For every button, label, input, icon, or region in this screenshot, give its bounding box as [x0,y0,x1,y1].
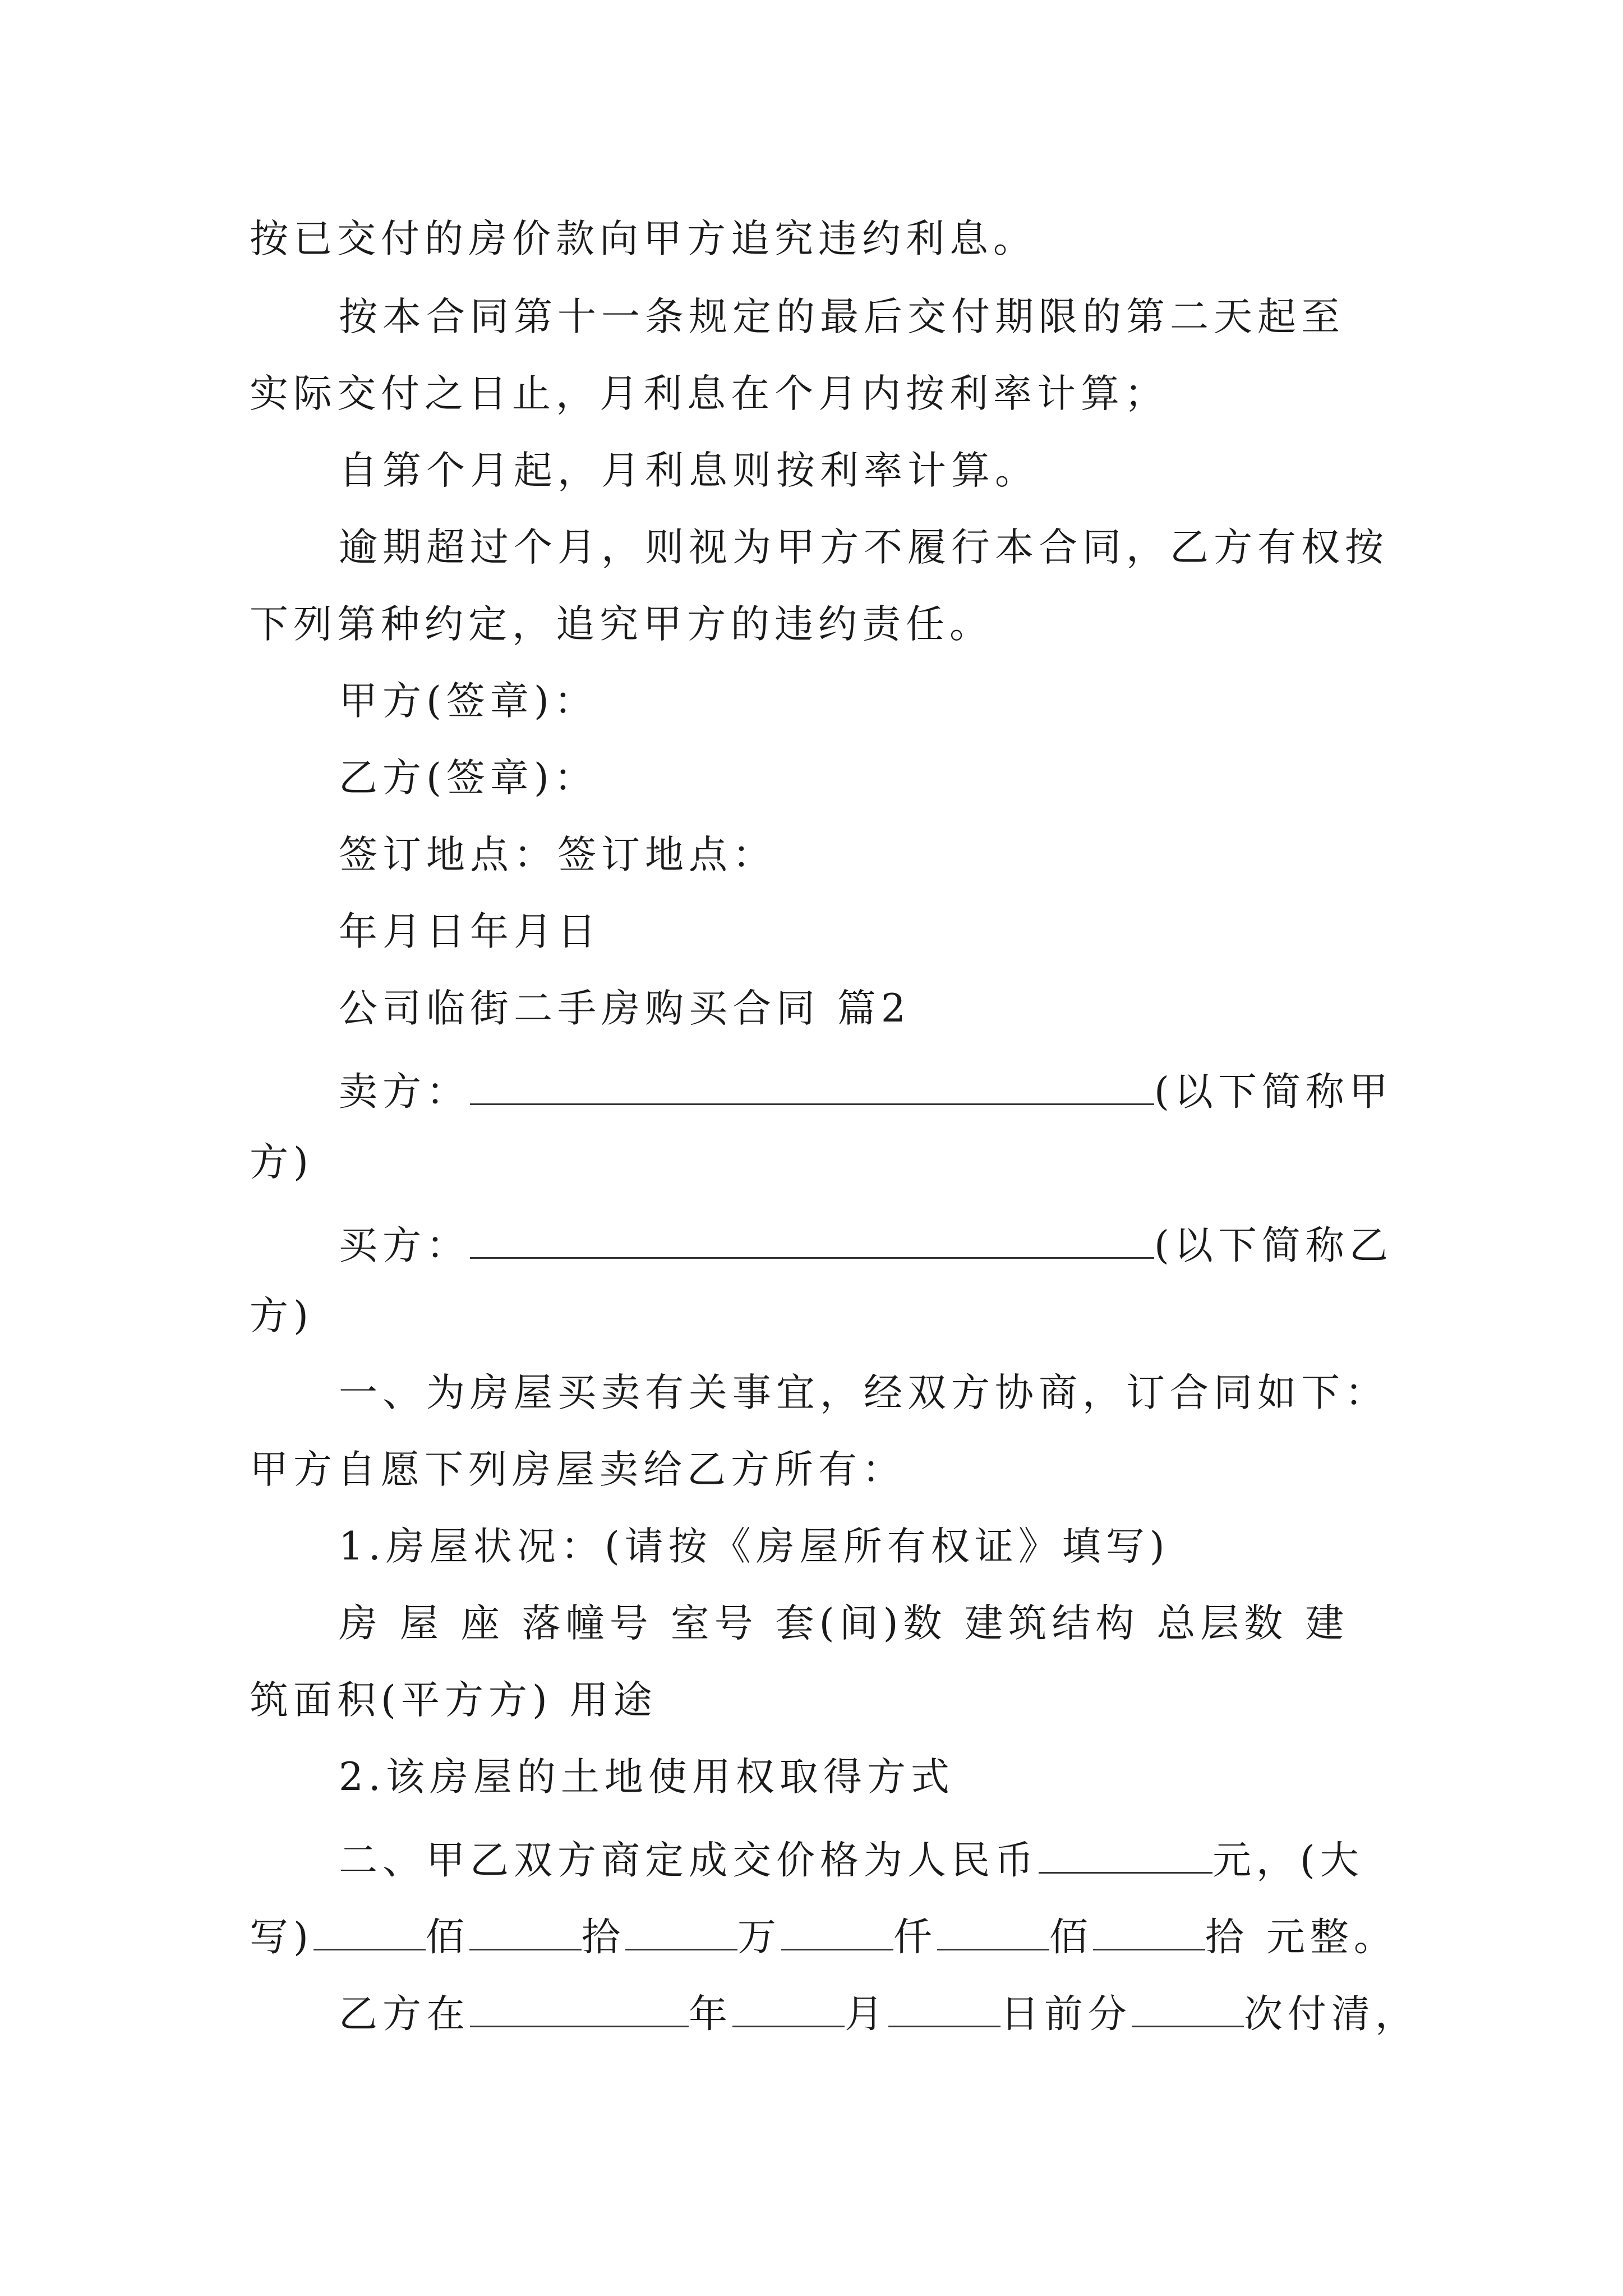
installments-blank[interactable] [1132,1989,1244,2027]
amount-blank[interactable] [625,1912,737,1950]
buyer-name-blank[interactable] [470,1220,1154,1259]
clause-2-text: 仟 [893,1915,937,1960]
clause-2-text: 月 [845,1991,888,2037]
clause-2-text: 二、甲乙双方商定成交价格为人民币 [339,1838,1039,1883]
clause-2-line-1 [339,1835,1364,1883]
clause-2-text: 万 [737,1915,781,1960]
date-blank[interactable] [470,1989,689,2027]
seller-label: 卖方： [339,1069,470,1115]
clause-1-line-2: 甲方自愿下列房屋卖给乙方所有： [250,1447,906,1492]
amount-blank[interactable] [313,1912,426,1950]
seller-suffix: (以下简称甲 [1154,1069,1393,1115]
clause-2-line-2 [250,1912,1398,1960]
signing-place-line: 签订地点：签订地点： [339,832,776,877]
seller-line [339,1066,1393,1115]
party-b-signature-line: 乙方(签章)： [339,756,598,800]
clause-2-text: 佰 [425,1915,469,1960]
clause-2-text: 拾 [581,1915,625,1960]
paragraph-line: 自第个月起，月利息则按利率计算。 [339,448,1039,493]
clause-2-text: 写) [250,1915,313,1960]
paragraph-line: 按本合同第十一条规定的最后交付期限的第二天起至 [339,295,1345,339]
clause-2-text: 年 [689,1991,732,2037]
clause-1-line-1: 一、为房屋买卖有关事宜，经双方协商，订合同如下： [339,1370,1389,1415]
amount-blank[interactable] [937,1912,1049,1950]
seller-name-blank[interactable] [470,1066,1154,1105]
clause-2-text: 乙方在 [339,1991,470,2037]
date-line: 年月日年月日 [339,909,601,954]
paragraph-line: 按已交付的房价款向甲方追究违约利息。 [250,217,1037,261]
section-title: 公司临街二手房购买合同 篇2 [339,986,911,1031]
party-a-signature-line: 甲方(签章)： [339,679,598,724]
amount-blank[interactable] [781,1912,893,1950]
price-blank[interactable] [1039,1835,1212,1874]
clause-2-text: 次付清， [1244,1991,1419,2037]
buyer-suffix: (以下简称乙 [1154,1223,1393,1268]
clause-2-line-3 [339,1989,1419,2037]
clause-2-text: 元，(大 [1212,1838,1364,1883]
clause-2-text: 佰 [1049,1915,1093,1960]
paragraph-line: 逾期超过个月，则视为甲方不履行本合同，乙方有权按 [339,525,1389,570]
clause-1-item-1: 1.房屋状况：(请按《房屋所有权证》填写) [339,1524,1170,1569]
paragraph-line: 实际交付之日止，月利息在个月内按利率计算； [250,371,1168,416]
clause-2-text: 拾 元整。 [1205,1915,1398,1960]
buyer-line [339,1220,1393,1266]
date-blank[interactable] [888,1989,1000,2027]
clause-1-item-2: 2.该房屋的土地使用权取得方式 [339,1755,955,1800]
amount-blank[interactable] [469,1912,582,1950]
amount-blank[interactable] [1093,1912,1205,1950]
buyer-line-cont: 方) [250,1294,313,1338]
seller-line-cont: 方) [250,1140,313,1185]
paragraph-line: 下列第种约定，追究甲方的违约责任。 [250,602,993,647]
date-blank[interactable] [732,1989,845,2027]
table-header-line-1: 房 屋 座 落幢号 室号 套(间)数 建筑结构 总层数 建 [339,1601,1349,1646]
table-header-line-2: 筑面积(平方方) 用途 [250,1678,657,1723]
buyer-label: 买方： [339,1223,470,1268]
clause-2-text: 日前分 [1000,1991,1132,2037]
